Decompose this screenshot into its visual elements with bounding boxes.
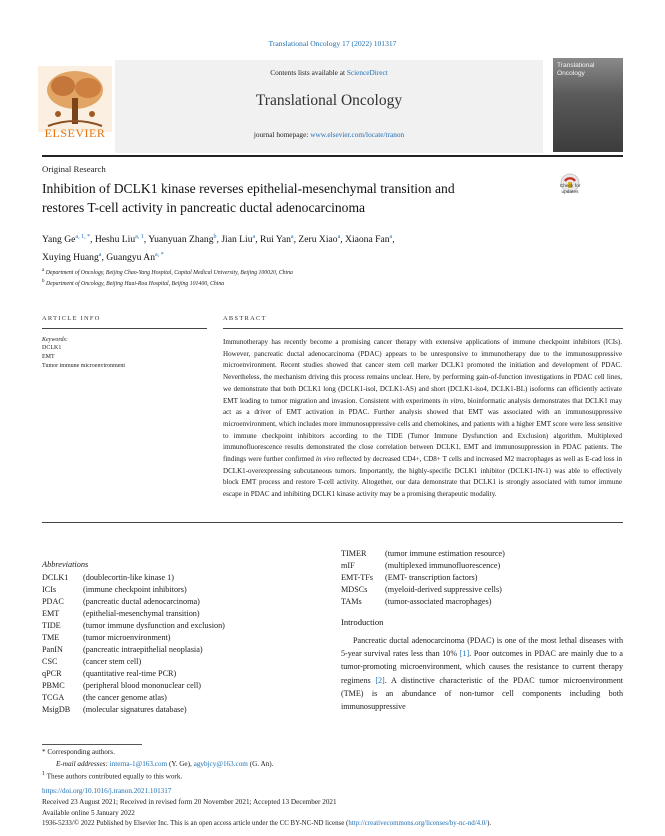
doi-link[interactable]: https://doi.org/10.1016/j.tranon.2021.101317: [42, 787, 172, 795]
contents-prefix: Contents lists available at: [270, 68, 347, 77]
abbreviation-row: [341, 597, 491, 606]
abbr-key: qPCR: [42, 669, 62, 678]
author-sup[interactable]: a: [337, 234, 341, 240]
abstract-italic: in vitro: [442, 396, 464, 405]
author-name: Jian Liu: [221, 234, 253, 246]
author-name: Xuying Huang: [42, 251, 99, 263]
online-date: Available online 5 January 2022: [42, 809, 135, 817]
license-end: ).: [487, 820, 492, 827]
abbr-value: (multiplexed immunofluorescence): [385, 561, 501, 570]
received-dates: Received 23 August 2021; Received in revised form 20 November 2021; Accepted 13 December 2021: [42, 798, 337, 806]
intro-part: . A distinctive characteristic of the PDAC tumor microenvironment (TME) is an abundance of non-tumor cell components including both immunosuppressive: [341, 675, 623, 712]
author[interactable]: [260, 234, 294, 245]
check-for-updates-label[interactable]: [552, 184, 588, 195]
abbr-key: TME: [42, 633, 60, 642]
footnote-corresponding: * Corresponding authors.: [42, 748, 115, 756]
running-head[interactable]: Translational Oncology 17 (2022) 101317: [268, 39, 397, 48]
affil-sup: b: [42, 279, 45, 284]
affil-text: Department of Oncology, Beijing Chao-Yang Hospital, Capital Medical University, Beijing 100020, China: [45, 269, 293, 276]
contents-line: [115, 68, 543, 77]
abstract-part: reflected by decreased CD4+, CD8+ T cells and increased M2 macrophages as well as E-cad loss in DCLK1-overexpressing subcutaneous tumors. Importantly, the highly-specific DCLK1 inhibitor (DCLK1-IN-1) was able to effectively block EMT process and restore T-cell activity. Altogether, our data demonstrate that DCLK1 is strongly associated with tumor immune escape in PDAC and inhibiting DCLK1 kinase activity may be a promising therapeutic modality.: [223, 455, 623, 499]
author[interactable]: [95, 234, 144, 245]
abbr-value: (myeloid-derived suppressive cells): [385, 585, 502, 594]
abbr-value: (tumor immune dysfunction and exclusion): [83, 621, 225, 630]
abbr-key: ICIs: [42, 585, 57, 594]
introduction-text: [341, 634, 623, 713]
abbr-value: (tumor-associated macrophages): [385, 597, 492, 606]
author-name: Yang Ge: [42, 234, 76, 246]
affiliation-a: [42, 268, 293, 276]
abstract-part: Immunotherapy has recently become a promising cancer therapy with extensive applications of immune checkpoint inhibitors (ICIs). However, pancreatic ductal adenocarcinoma (PDAC) appears to be unresponsive to immunotherapy due to the immunosuppressive microenvironment. Recent studies showed that cancer stem cell marker DCLK1 promoted the initiation and development of PDAC. Nevertheless, the mechanism driving this process remains unclear. Here, by performing gain-of-function investigations in PDAC cell lines, we demonstrate that both DCLK1 long (DCLK1-isol, DCLK1-AS) and short (DCLK1-iso4, DCLK1-BL) isoforms can efficiently activate EMT leading to tumor migration and invasion. Consistent with experiments: [223, 338, 622, 405]
keywords-label: Keywords:: [42, 337, 68, 343]
abbr-key: MDSCs: [341, 585, 368, 594]
email-link[interactable]: interna-1@163.com: [109, 760, 168, 768]
introduction-heading: Introduction: [341, 617, 384, 627]
abbr-value: (tumor microenvironment): [83, 633, 171, 642]
abbreviation-row: [42, 657, 141, 666]
author[interactable]: [42, 234, 90, 245]
affil-sup: a: [42, 268, 45, 273]
abbr-value: (tumor immune estimation resource): [385, 549, 505, 558]
abbr-value: (pancreatic intraepithelial neoplasia): [83, 645, 203, 654]
author-sep: ,: [255, 234, 260, 246]
abbr-key: TIDE: [42, 621, 61, 630]
journal-title: Translational Oncology: [255, 92, 403, 109]
author-name: Guangyu An: [106, 251, 155, 263]
title-line2: restores T-cell activity in pancreatic ductal adenocarcinoma: [42, 199, 366, 215]
email-link[interactable]: agybjcy@163.com: [193, 760, 248, 768]
intro-part: Pancreatic ductal adenocarcinoma (PDAC) is one of the most lethal diseases with 5-year survival rates less than 10%: [341, 636, 623, 659]
author-sup[interactable]: a: [98, 251, 102, 258]
abbr-key: mIF: [341, 561, 355, 570]
abbr-key: EMT: [42, 609, 60, 618]
title-line1: Inhibition of DCLK1 kinase reverses epithelial-mesenchymal transition and: [42, 181, 455, 196]
abbreviation-row: [42, 705, 187, 714]
email-label: E-mail addresses:: [56, 760, 110, 768]
cover-title: [557, 62, 621, 78]
author-sup[interactable]: a, 1: [135, 234, 144, 240]
abbreviation-row: [341, 561, 500, 570]
author[interactable]: [106, 252, 163, 263]
reference-link[interactable]: [2]: [375, 675, 385, 685]
abstract-part: , bioinformatic analysis demonstrates that DCLK1 may act as a driver of EMT activation in PDAC. Further analysis showed that EMT was associated with an immunosuppressive microenvironment, which includes more immunosuppressive cells and chemokines, and patients with a higher EMT score were less sensitive to immune checkpoint inhibitors according to the TIDE (Tumor Immune Dysfunction and Exclusion) algorithm. Multiplexed immunofluorescence results demonstrated the close correlation between DCLK1, EMT and immunosuppression in PDAC patients. The findings were further confirmed: [223, 396, 622, 464]
abbr-value: (molecular signatures database): [83, 705, 187, 714]
abbreviation-row: [341, 585, 502, 594]
abbr-value: (epithelial-mesenchymal transition): [83, 609, 200, 618]
abbr-key: TCGA: [42, 693, 65, 702]
author[interactable]: [345, 234, 395, 246]
homepage-link[interactable]: www.elsevier.com/locate/tranon: [310, 130, 405, 139]
abbr-value: (quantitative real-time PCR): [83, 669, 177, 678]
cover-title-line2: Oncology: [557, 70, 585, 77]
abbreviation-row: [42, 621, 225, 630]
abstract-bottom-rule: [42, 522, 623, 523]
abbreviation-row: [42, 633, 171, 642]
corresponding-text: Corresponding authors.: [47, 748, 115, 756]
author-name: Zeru Xiao: [298, 234, 338, 246]
elsevier-wordmark: ELSEVIER: [44, 126, 106, 140]
abbr-value: (cancer stem cell): [83, 657, 142, 666]
keyword: Tumor immune microenvironment: [42, 363, 126, 369]
homepage-prefix: journal homepage:: [253, 130, 311, 139]
check-line1: Check for: [559, 184, 581, 189]
email-owner: (Y. Ge),: [167, 760, 194, 768]
abbr-value: (EMT- transcription factors): [385, 573, 478, 582]
keyword: DCLK1: [42, 345, 62, 351]
footnote-emails: [56, 760, 273, 768]
footnote-equal: [42, 771, 182, 780]
author[interactable]: [148, 234, 216, 245]
abbr-key: MsigDB: [42, 705, 71, 714]
author-sep: ,: [101, 251, 107, 263]
abbr-key: DCLK1: [42, 573, 69, 582]
abbr-key: TIMER: [341, 549, 367, 558]
author-sep: ,: [143, 234, 149, 246]
abbreviation-row: [42, 573, 174, 582]
abbr-key: TAMs: [341, 597, 362, 606]
abbr-key: EMT-TFs: [341, 573, 373, 582]
author[interactable]: [221, 234, 255, 245]
author-list: [42, 230, 602, 265]
author-sup[interactable]: b: [213, 234, 217, 240]
author[interactable]: [298, 234, 340, 245]
article-title: [42, 180, 542, 217]
check-line2: updates: [561, 189, 579, 195]
journal-homepage: [115, 130, 543, 139]
abstract-italic: in vivo: [315, 455, 336, 464]
abbreviation-row: [341, 549, 505, 558]
abbr-value: (immune checkpoint inhibitors): [83, 585, 187, 594]
license-text: 1936-5233/© 2022 Published by Elsevier Inc. This is an open access article under the CC BY-NC-ND license (: [42, 820, 349, 827]
affil-text: Department of Oncology, Beijing Huai-Rou Hospital, Beijing 101400, China: [45, 280, 225, 287]
author-sup[interactable]: a, 1, *: [75, 234, 91, 240]
author-sep: ,: [340, 234, 346, 246]
abbr-key: PanIN: [42, 645, 63, 654]
author-sep: ,: [392, 234, 395, 246]
author-name: Rui Yan: [259, 234, 291, 246]
author-sup[interactable]: a: [389, 234, 393, 240]
author-sup[interactable]: a: [290, 234, 294, 240]
article-type: Original Research: [42, 164, 106, 174]
abbreviation-row: [42, 669, 176, 678]
sciencedirect-link[interactable]: ScienceDirect: [346, 68, 388, 77]
abbr-key: PBMC: [42, 681, 65, 690]
author-sep: ,: [216, 234, 222, 246]
abbr-value: (pancreatic ductal adenocarcinoma): [83, 597, 200, 606]
intro-part: . Poor outcomes in PDAC are mainly due to a tumor-promoting microenvironment, which causes the resistance to current therapy regimens: [341, 649, 624, 685]
abbr-key: CSC: [42, 657, 58, 666]
cover-title-line1: Translational: [557, 62, 595, 69]
equal-sup: 1: [42, 771, 45, 777]
email-owner: (G. An).: [247, 760, 274, 768]
abbr-value: (doublecortin-like kinase 1): [83, 573, 174, 582]
abbreviation-row: [42, 585, 187, 594]
author-sup[interactable]: a, *: [155, 251, 164, 258]
author-sep: ,: [293, 234, 299, 246]
abbreviations-heading: Abbreviations: [42, 560, 89, 569]
author-name: Xiaona Fan: [345, 234, 390, 246]
abbr-value: (the cancer genome atlas): [83, 693, 167, 702]
footnote-rule: [42, 744, 142, 745]
equal-text: These authors contributed equally to this work.: [46, 772, 183, 781]
doi-line: [42, 787, 171, 795]
abbreviation-row: [42, 645, 203, 654]
author-sep: ,: [90, 234, 95, 246]
header-rule: [42, 155, 623, 157]
abbr-value: (peripheral blood mononuclear cell): [83, 681, 201, 690]
abbreviation-row: [42, 609, 200, 618]
license-line: [42, 820, 491, 827]
reference-link[interactable]: [1]: [459, 649, 470, 659]
affiliation-b: [42, 279, 224, 287]
abbreviation-row: [42, 693, 167, 702]
author-name: Heshu Liu: [94, 234, 136, 246]
abbreviation-row: [42, 681, 201, 690]
keyword: EMT: [42, 354, 55, 360]
author-sup[interactable]: a: [252, 234, 256, 240]
article-info-heading: ARTICLE INFO: [42, 315, 101, 322]
abstract-heading: ABSTRACT: [223, 315, 267, 322]
abstract-text: [223, 337, 622, 501]
author-name: Yuanyuan Zhang: [148, 234, 214, 246]
abbr-key: PDAC: [42, 597, 64, 606]
abstract-rule: [223, 328, 623, 329]
abbreviation-row: [341, 573, 477, 582]
author[interactable]: [42, 252, 101, 263]
abbreviation-row: [42, 597, 200, 606]
license-link[interactable]: http://creativecommons.org/licenses/by-nc-nd/4.0/: [348, 820, 488, 827]
article-info-rule: [42, 328, 207, 329]
